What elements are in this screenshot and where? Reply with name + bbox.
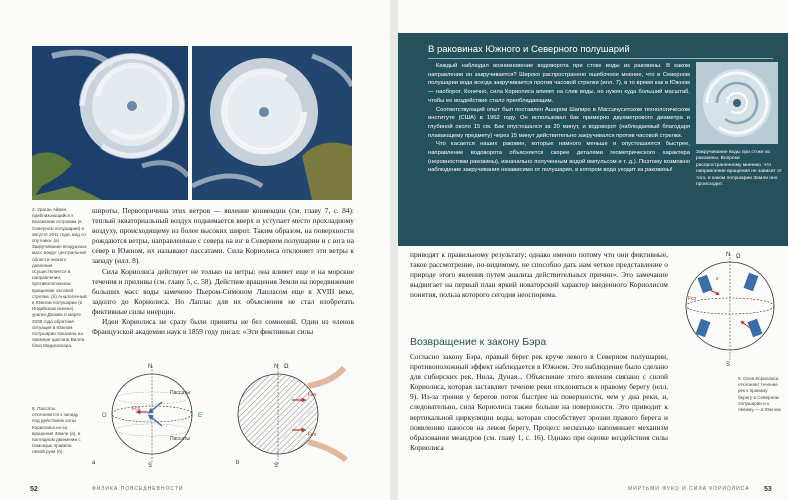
trade-winds-diagram-b (222, 360, 354, 468)
paragraph: Соответствующий опыт был поставлен Ашером Шапиро в Массачусетском технологическом институте (США) в 1962 году. Он использовал бак примерно двухметрового диаметра и глубиной около 15 см. Бак опустошался за 20 минут, и водоворот (наблюдаемый благодаря плавающему предмету) через 15 минут действительно закручивался против часовой стрелки. (428, 106, 690, 139)
diagram-caption: 8. Пассаты отклоняются к западу под действием силы Кориолиса из-за вращения Земли (а), в наглядном движении с помощью правила левой руки (б). (32, 406, 81, 455)
label-north: N (726, 252, 731, 258)
label-south: S (148, 463, 153, 468)
label-omega: Ω (736, 254, 741, 260)
label-south: S (726, 362, 731, 368)
label-omega: Ω (284, 364, 289, 370)
trade-winds-diagram-a (90, 360, 220, 468)
label-coriolis-force: Fco (132, 406, 141, 412)
left-body-text (92, 206, 354, 337)
label-velocity: v (716, 276, 719, 282)
panel-label-b: b (236, 460, 240, 466)
label-east: E (198, 413, 203, 419)
right-body-text-top (410, 250, 668, 300)
hurricane-photo-a (32, 46, 188, 200)
hurricane-photo-b (192, 46, 352, 200)
river-coriolis-diagram (680, 250, 780, 368)
sidebar-box-text (428, 62, 690, 175)
label-trade-winds-bottom: Пассаты (170, 436, 190, 442)
paragraph: Идеи Кориолиса не сразу были приняты не без сомнений. Один из членов Французской академии наук в 1859 году писал: «Эти фиктивные силы (92, 317, 354, 337)
paragraph: Согласно закону Бэра, правый берег рек круче левого в Северном полушарии, противоположный эффект наблюдается в Южном. Это наблюдение было сделано для сибирских рек, Нила, Дуная... Объяснение этого явления связано с силой Кориолиса, которая заставляет течение реки отклоняться к правому берегу (илл. 9). Из-за трения у берегов поток быстрее на поверхности, чем у дна реки, и, следовательно, сила Кориолиса также больше на поверхности. Это приводит к вертикальной циркуляции воды, которая способствует эрозии правого берега и появлению наносов на левом берегу. Процесс несколько напоминает механизм образования меандров (см. главу 1, с. 16). Однако при оценке воздействия силы Кориолиса (410, 352, 668, 452)
panel-label-a: a (92, 460, 96, 466)
paragraph: приводят к правильному результату; однако именно потому что они фиктивные, такое рассмотрение, по-видимому, не способно дать нам четкое представление о природе этого явления путем анализа действительных причин». Это замечание выдвигает на первый план яркий новаторский характер введенного Кориолисом понятия, польза которого сегодня неоспорима. (410, 250, 668, 300)
photo-caption: 3. Ураган Айрин, приближающийся к Багамским островам (в Северном полушарии) в августе 2011 года, вид со спутника. (а) Закручивание воздушных масс вокруг центральной области низкого давления осуществляется в направлении, противоположном вращению часовой стрелки. (б) Аналогичный в Южном полушарии (в Индийском океане) ураган Джокве в марте 2008 года обратная ситуация в Южном полушарии показана на примере циклона Вилли близ Мадагаскара. (32, 207, 87, 349)
running-footer: МИРТЬМИ ФУКО И СИЛА КОРИОЛИСА (628, 486, 750, 492)
sidebar-photo-caption: Закручивание воды при стоке из раковины. Вопреки распространенному мнению, что направление вращения не зависит от того, в каком полушарии Земли оно происходит. (696, 150, 782, 188)
label-north: N (274, 364, 279, 370)
paragraph: Каждый наблюдал возникновение водоворота при стоке воды из раковины. В каком направлении он закручивается? Широко распространено ошибочное мнение, что в Северном полушарии вода всегда закручивается против часовой стрелки (илл. 7), в то время как в Южном — наоборот. Конечно, сила Кориолиса влияет на слив воды, но нужен куда больший масштаб, чтобы ее воздействие стало преобладающим. (428, 63, 690, 104)
right-page (398, 0, 788, 500)
running-footer: ФИЗИКА ПОВСЕДНЕВНОСТИ (92, 486, 184, 492)
section-heading: Возвращение к закону Бэра (410, 336, 547, 348)
diagram-caption: 9. Сила Кориолиса отклоняет течение рек к правому берегу в Северном полушарии и к левому — в Южном. (738, 376, 782, 413)
sidebar-box-title: В раковинах Южного и Северного полушарий (428, 44, 773, 59)
right-body-text-bottom (410, 352, 668, 453)
label-force-bottom: Fco (308, 432, 317, 438)
sink-whirlpool-photo (696, 62, 778, 144)
label-trade-winds-top: Пассаты (170, 390, 190, 396)
paragraph: широты. Первопричина этих ветров — явление конвекции (см. главу 7, с. 84): теплый экваториальный воздух поднимается вверх и уступает место прохладному воздуху, происходящему из более высоких широт. Таким образом, на поверхности рождаются ветры, направленные с севера на юг в Северном полушарии и с юга на север в Южном, их называют пассатами. Сила Кориолиса отклоняет эти ветры к западу (илл. 8). (92, 206, 354, 266)
label-force-top: Fco (308, 392, 317, 398)
book-gutter (390, 0, 398, 500)
label-north: N (148, 364, 153, 370)
label-west: O (102, 413, 107, 419)
paragraph: Сила Кориолиса действует не только на ветры: она влияет еще и на морские течения и приливы (см. главу 5, с. 58). Действие вращения Земли на передвижение больших масс воды замечено Пьером-Симоном Лапласом еще в XVIII веке, задолго до Кориолиса. Но Лаплас для их объяснения не стал изобретать фиктивные силы инерции. (92, 266, 354, 316)
label-coriolis-force: Fco (688, 296, 697, 302)
page-number: 52 (30, 486, 38, 493)
left-page (0, 0, 390, 500)
page-number: 53 (764, 486, 772, 493)
paragraph: Что касается наших раковин, которые намного меньше и опустошаются быстрее, направление водоворота объясняется скорее деталями геометрического характера (неровностями раковины), изначально полученным водой импульсом и т. д.). Поэтому возможно наблюдение закручивания независимо от полушария, в котором вода уходит из раковины! (428, 141, 690, 174)
label-south: S (274, 463, 279, 468)
